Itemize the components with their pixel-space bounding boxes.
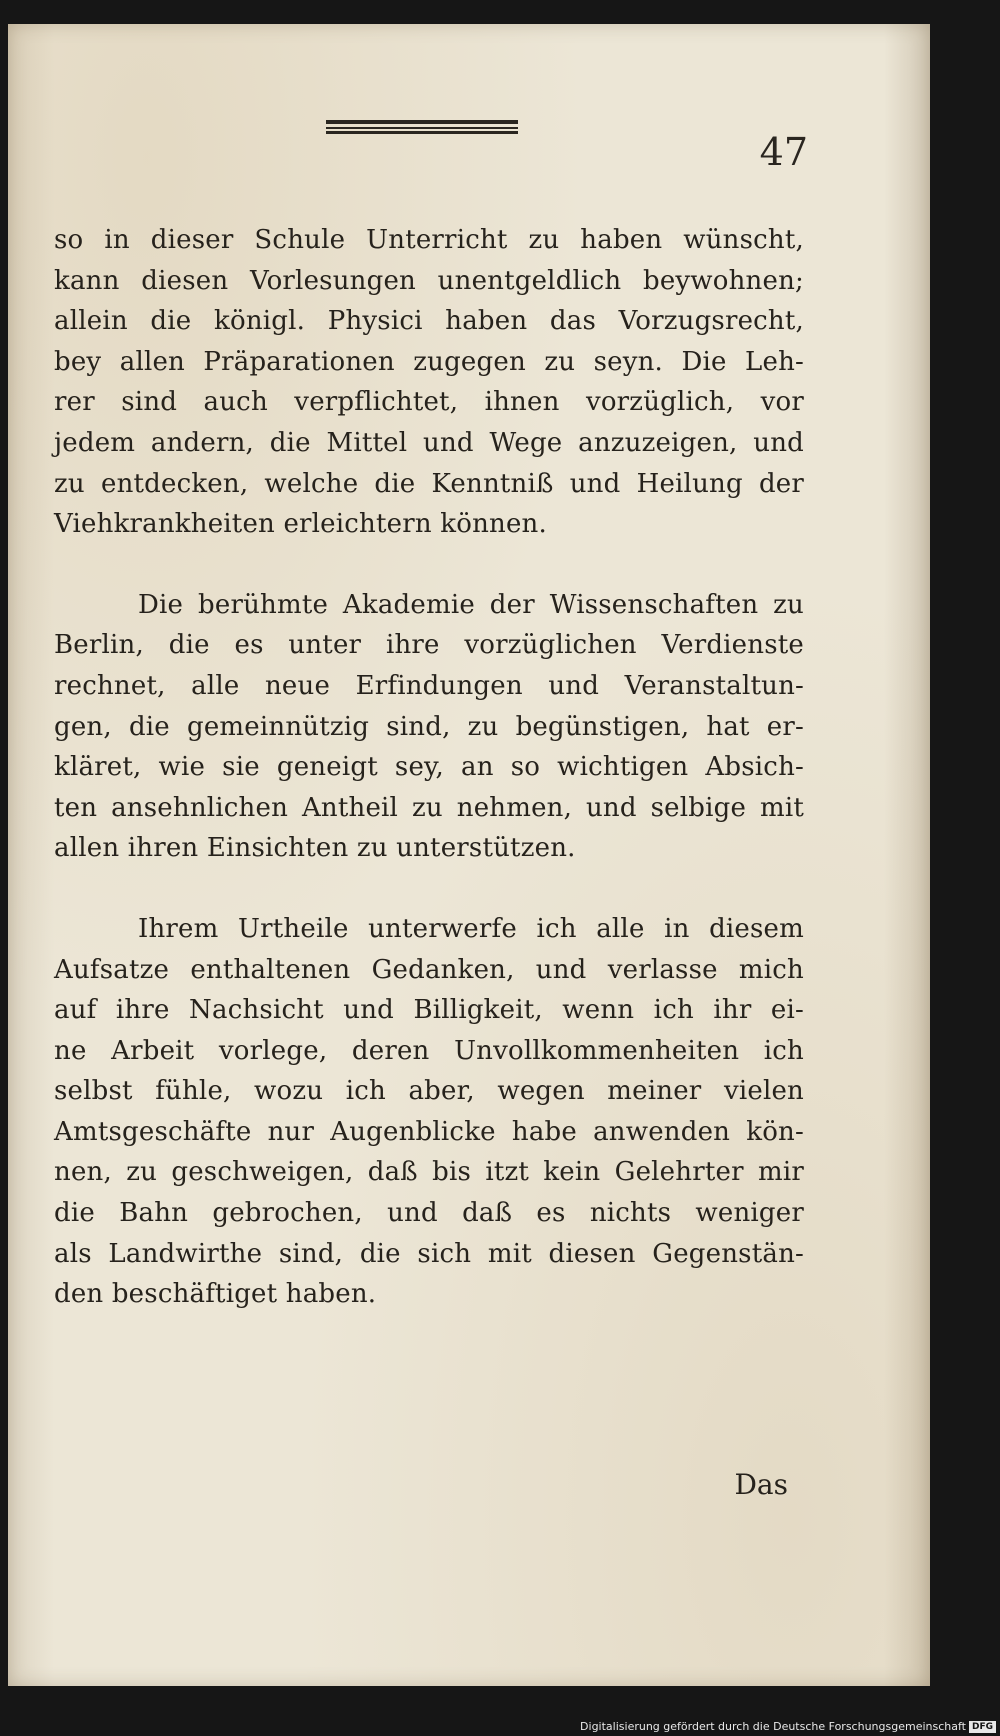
body-text [54, 220, 804, 1315]
text-line: ten ansehnlichen Antheil zu nehmen, und selbige mit [54, 792, 804, 823]
text-line: jedem andern, die Mittel und Wege anzuzeigen, und [54, 427, 804, 458]
paragraph-2 [54, 585, 804, 869]
catchword: Das [734, 1468, 788, 1501]
dfg-logo: DFG [969, 1721, 996, 1733]
text-line: Aufsatze enthaltenen Gedanken, und verlasse mich [54, 954, 804, 985]
text-line: kann diesen Vorlesungen unentgeldlich beywohnen; [54, 265, 804, 296]
text-line: rechnet, alle neue Erfindungen und Veranstaltun- [54, 670, 804, 701]
text-line: als Landwirthe sind, die sich mit diesen Gegenstän- [54, 1238, 804, 1269]
digitization-credit [580, 1720, 996, 1733]
text-line: allen ihren Einsichten zu unterstützen. [54, 833, 576, 864]
paragraph-3 [54, 909, 804, 1315]
text-line: kläret, wie sie geneigt sey, an so wichtigen Absich- [54, 752, 804, 783]
credit-text: Digitalisierung gefördert durch die Deutsche Forschungsgemeinschaft [580, 1720, 966, 1733]
text-line: Viehkrankheiten erleichtern können. [54, 509, 547, 540]
text-line: zu entdecken, welche die Kenntniß und Heilung der [54, 468, 804, 499]
paragraph-1 [54, 220, 804, 545]
text-line: Berlin, die es unter ihre vorzüglichen Verdienste [54, 630, 804, 661]
text-line: auf ihre Nachsicht und Billigkeit, wenn ich ihr ei- [54, 995, 804, 1026]
text-line: Amtsgeschäfte nur Augenblicke habe anwenden kön- [54, 1116, 804, 1147]
text-line: gen, die gemeinnützig sind, zu begünstigen, hat er- [54, 711, 804, 742]
header-ornament-rule [326, 120, 518, 134]
text-line: bey allen Präparationen zugegen zu seyn. Die Leh- [54, 346, 804, 377]
text-line: so in dieser Schule Unterricht zu haben wünscht, [54, 225, 804, 255]
text-line: ne Arbeit vorlege, deren Unvollkommenheiten ich [54, 1035, 804, 1066]
text-line: die Bahn gebrochen, und daß es nichts weniger [54, 1198, 804, 1229]
text-line: Ihrem Urtheile unterwerfe ich alle in diesem [138, 913, 804, 944]
text-line: Die berühmte Akademie der Wissenschaften zu [138, 589, 804, 620]
text-line: rer sind auch verpflichtet, ihnen vorzüglich, vor [54, 387, 804, 418]
text-line: selbst fühle, wozu ich aber, wegen meiner vielen [54, 1076, 804, 1107]
book-page [8, 24, 930, 1686]
text-line: den beschäftiget haben. [54, 1279, 377, 1310]
page-number: 47 [759, 130, 808, 174]
text-line: nen, zu geschweigen, daß bis itzt kein Gelehrter mir [54, 1157, 804, 1188]
text-line: allein die königl. Physici haben das Vorzugsrecht, [54, 306, 804, 337]
